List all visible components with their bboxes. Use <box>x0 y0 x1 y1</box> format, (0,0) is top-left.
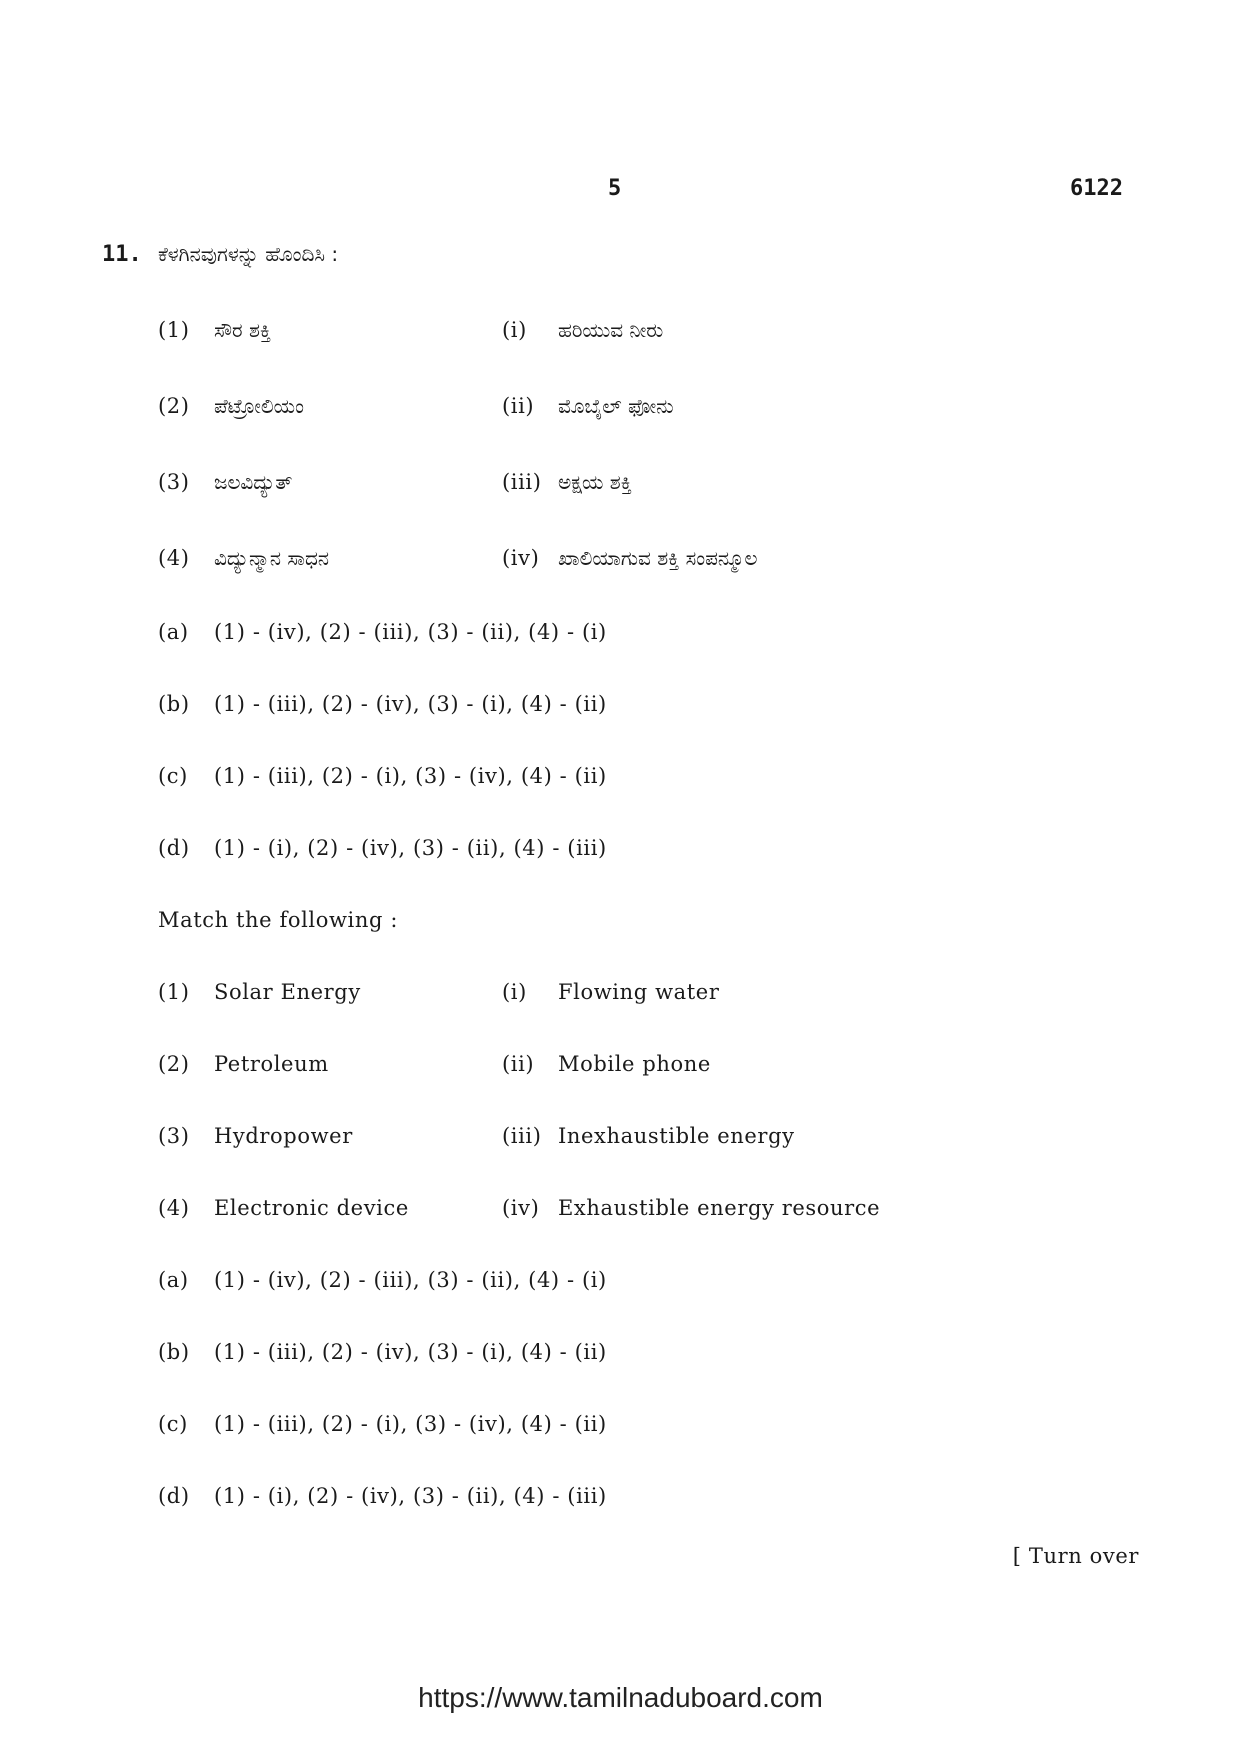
left-item-number: (3) <box>158 470 190 494</box>
left-item-text: ಸೌರ ಶಕ್ತಿ <box>214 318 272 342</box>
right-item-text: Inexhaustible energy <box>558 1124 795 1148</box>
right-item-number: (ii) <box>502 394 535 418</box>
left-item-number: (1) <box>158 318 190 342</box>
right-item-text: ಮೊಬೈಲ್ ಫೋನು <box>558 394 674 418</box>
paper-code: 6122 <box>1070 176 1123 201</box>
right-item-text: Mobile phone <box>558 1052 711 1076</box>
right-item-text: Exhaustible energy resource <box>558 1196 881 1220</box>
option-label: (c) <box>158 1412 188 1436</box>
right-item-number: (iv) <box>502 1196 540 1220</box>
left-item-text: Electronic device <box>214 1196 409 1220</box>
option-text: (1) - (iv), (2) - (iii), (3) - (ii), (4) - (i) <box>214 1268 607 1292</box>
left-item-text: ಜಲವಿದ್ಯುತ್ <box>214 470 293 494</box>
right-item-text: ಖಾಲಿಯಾಗುವ ಶಕ್ತಿ ಸಂಪನ್ಮೂಲ <box>558 546 758 570</box>
left-item-number: (4) <box>158 546 190 570</box>
option-text: (1) - (iii), (2) - (i), (3) - (iv), (4) - (ii) <box>214 1412 607 1436</box>
right-item-text: ಹರಿಯುವ ನೀರು <box>558 318 664 342</box>
question-number: 11. <box>102 242 142 267</box>
left-item-text: Solar Energy <box>214 980 361 1004</box>
turn-over-note: [ Turn over <box>1012 1544 1139 1568</box>
page-number: 5 <box>608 176 622 201</box>
left-item-text: ಪೆಟ್ರೋಲಿಯಂ <box>214 394 304 418</box>
left-item-text: ವಿದ್ಯುನ್ಮಾನ ಸಾಧನ <box>214 546 330 570</box>
option-label: (c) <box>158 764 188 788</box>
option-label: (d) <box>158 1484 190 1508</box>
option-text: (1) - (i), (2) - (iv), (3) - (ii), (4) - (iii) <box>214 836 607 860</box>
option-label: (a) <box>158 620 189 644</box>
left-item-number: (3) <box>158 1124 190 1148</box>
right-item-number: (iii) <box>502 470 542 494</box>
right-item-text: ಅಕ್ಷಯ ಶಕ್ತಿ <box>558 470 632 494</box>
right-item-number: (i) <box>502 980 527 1004</box>
left-item-number: (2) <box>158 394 190 418</box>
option-label: (b) <box>158 1340 190 1364</box>
english-instruction: Match the following : <box>158 908 398 932</box>
left-item-text: Hydropower <box>214 1124 353 1148</box>
left-item-number: (4) <box>158 1196 190 1220</box>
left-item-text: Petroleum <box>214 1052 329 1076</box>
right-item-number: (iv) <box>502 546 540 570</box>
right-item-number: (ii) <box>502 1052 535 1076</box>
right-item-text: Flowing water <box>558 980 720 1004</box>
option-label: (b) <box>158 692 190 716</box>
right-item-number: (iii) <box>502 1124 542 1148</box>
option-text: (1) - (iii), (2) - (i), (3) - (iv), (4) - (ii) <box>214 764 607 788</box>
left-item-number: (2) <box>158 1052 190 1076</box>
right-item-number: (i) <box>502 318 527 342</box>
option-text: (1) - (iii), (2) - (iv), (3) - (i), (4) - (ii) <box>214 692 607 716</box>
option-text: (1) - (i), (2) - (iv), (3) - (ii), (4) - (iii) <box>214 1484 607 1508</box>
footer-url: https://www.tamilnaduboard.com <box>418 1682 823 1713</box>
option-label: (a) <box>158 1268 189 1292</box>
option-label: (d) <box>158 836 190 860</box>
option-text: (1) - (iv), (2) - (iii), (3) - (ii), (4) - (i) <box>214 620 607 644</box>
option-text: (1) - (iii), (2) - (iv), (3) - (i), (4) - (ii) <box>214 1340 607 1364</box>
left-item-number: (1) <box>158 980 190 1004</box>
kannada-instruction: ಕೆಳಗಿನವುಗಳನ್ನು ಹೊಂದಿಸಿ : <box>158 242 339 266</box>
